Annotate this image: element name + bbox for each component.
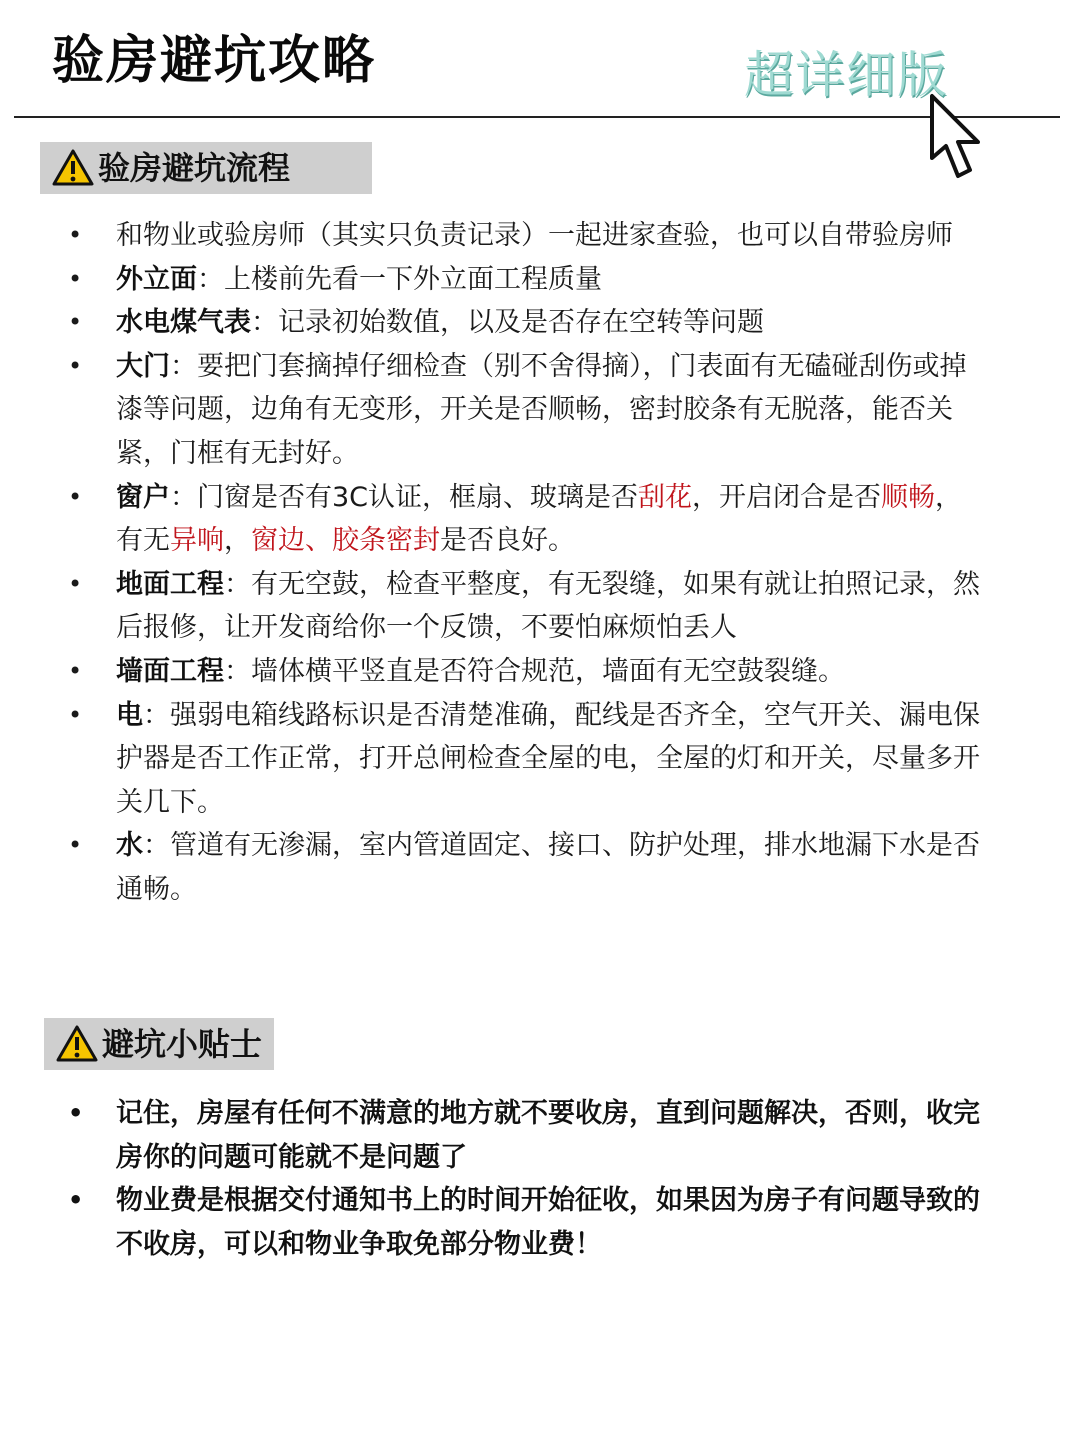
item-label: 电 bbox=[116, 699, 143, 731]
list-item bbox=[0, 345, 986, 476]
bullet: • bbox=[68, 264, 83, 293]
highlight-text: 异响 bbox=[170, 525, 224, 557]
header-divider bbox=[14, 116, 1060, 118]
item-text: ：有无空鼓，检查平整度，有无裂缝，如果有就让拍照记录，然后报修，让开发商给你一个反馈，不要怕麻烦怕丢人 bbox=[116, 568, 980, 644]
tips-list bbox=[0, 1092, 1080, 1266]
item-label: 墙面工程 bbox=[116, 655, 224, 687]
bullet: • bbox=[68, 1099, 84, 1127]
item-label: 水 bbox=[116, 830, 143, 862]
tip-text: 物业费是根据交付通知书上的时间开始征收，如果因为房子有问题导致的不收房，可以和物业争取免部分物业费！ bbox=[116, 1185, 980, 1260]
list-item bbox=[0, 563, 986, 650]
list-item bbox=[0, 694, 986, 825]
item-text: ，有无 bbox=[116, 481, 963, 557]
list-item bbox=[0, 301, 986, 345]
item-label: 大门 bbox=[116, 350, 170, 382]
bullet: • bbox=[68, 700, 83, 729]
cursor-arrow-icon bbox=[926, 92, 990, 182]
item-text: ，开启闭合是否 bbox=[692, 481, 882, 513]
page-title: 验房避坑攻略 bbox=[52, 31, 377, 91]
item-text: 和物业或验房师（其实只负责记录）一起进家查验，也可以自带验房师 bbox=[116, 220, 953, 251]
list-item bbox=[0, 214, 986, 258]
bullet: • bbox=[68, 569, 83, 598]
bullet: • bbox=[68, 221, 83, 249]
list-item bbox=[0, 258, 986, 302]
bullet: • bbox=[68, 482, 83, 511]
page-subtitle: 超详细版 bbox=[744, 46, 948, 104]
section-heading: 验房避坑流程 bbox=[98, 149, 291, 187]
item-label: 窗户 bbox=[116, 481, 170, 513]
highlight-text: 窗边、胶条密封 bbox=[251, 525, 440, 557]
item-label: 地面工程 bbox=[116, 568, 224, 600]
item-text: ：记录初始数值，以及是否存在空转等问题 bbox=[251, 307, 764, 339]
list-item bbox=[0, 1179, 986, 1266]
bullet: • bbox=[68, 656, 83, 685]
item-text: ：上楼前先看一下外立面工程质量 bbox=[197, 263, 602, 295]
item-text: ：墙体横平竖直是否符合规范，墙面有无空鼓裂缝。 bbox=[224, 655, 845, 687]
item-label: 水电煤气表 bbox=[116, 307, 251, 339]
highlight-text: 刮花 bbox=[638, 481, 693, 513]
list-item bbox=[0, 1092, 986, 1179]
list-item bbox=[0, 476, 986, 563]
section-heading: 避坑小贴士 bbox=[102, 1025, 263, 1063]
item-text: 是否良好。 bbox=[440, 525, 575, 557]
list-item bbox=[0, 824, 986, 911]
section-banner-process bbox=[40, 142, 372, 194]
item-text: ， bbox=[224, 525, 251, 557]
item-label: 外立面 bbox=[116, 263, 197, 295]
section-banner-tips bbox=[44, 1018, 274, 1070]
bullet: • bbox=[68, 831, 83, 860]
warning-triangle-icon bbox=[52, 149, 94, 187]
item-text: ：门窗是否有3C认证，框扇、玻璃是否 bbox=[170, 481, 639, 513]
tip-text: 记住，房屋有任何不满意的地方就不要收房，直到问题解决，否则，收完房你的问题可能就不是问题了 bbox=[116, 1098, 980, 1173]
bullet: • bbox=[68, 308, 83, 337]
item-text: ：强弱电箱线路标识是否清楚准确，配线是否齐全，空气开关、漏电保护器是否工作正常，打开总闸检查全屋的电，全屋的灯和开关，尽量多开关几下。 bbox=[116, 699, 980, 818]
item-text: ：管道有无渗漏，室内管道固定、接口、防护处理，排水地漏下水是否通畅。 bbox=[116, 830, 980, 905]
highlight-text: 顺畅 bbox=[881, 481, 936, 513]
bullet: • bbox=[68, 351, 83, 380]
inspection-checklist bbox=[0, 214, 1080, 912]
warning-triangle-icon bbox=[56, 1025, 98, 1063]
item-text: ：要把门套摘掉仔细检查（别不舍得摘），门表面有无磕碰刮伤或掉漆等问题，边角有无变形，开关是否顺畅，密封胶条有无脱落，能否关紧，门框有无封好。 bbox=[116, 350, 967, 469]
bullet: • bbox=[68, 1186, 84, 1215]
list-item bbox=[0, 650, 986, 694]
